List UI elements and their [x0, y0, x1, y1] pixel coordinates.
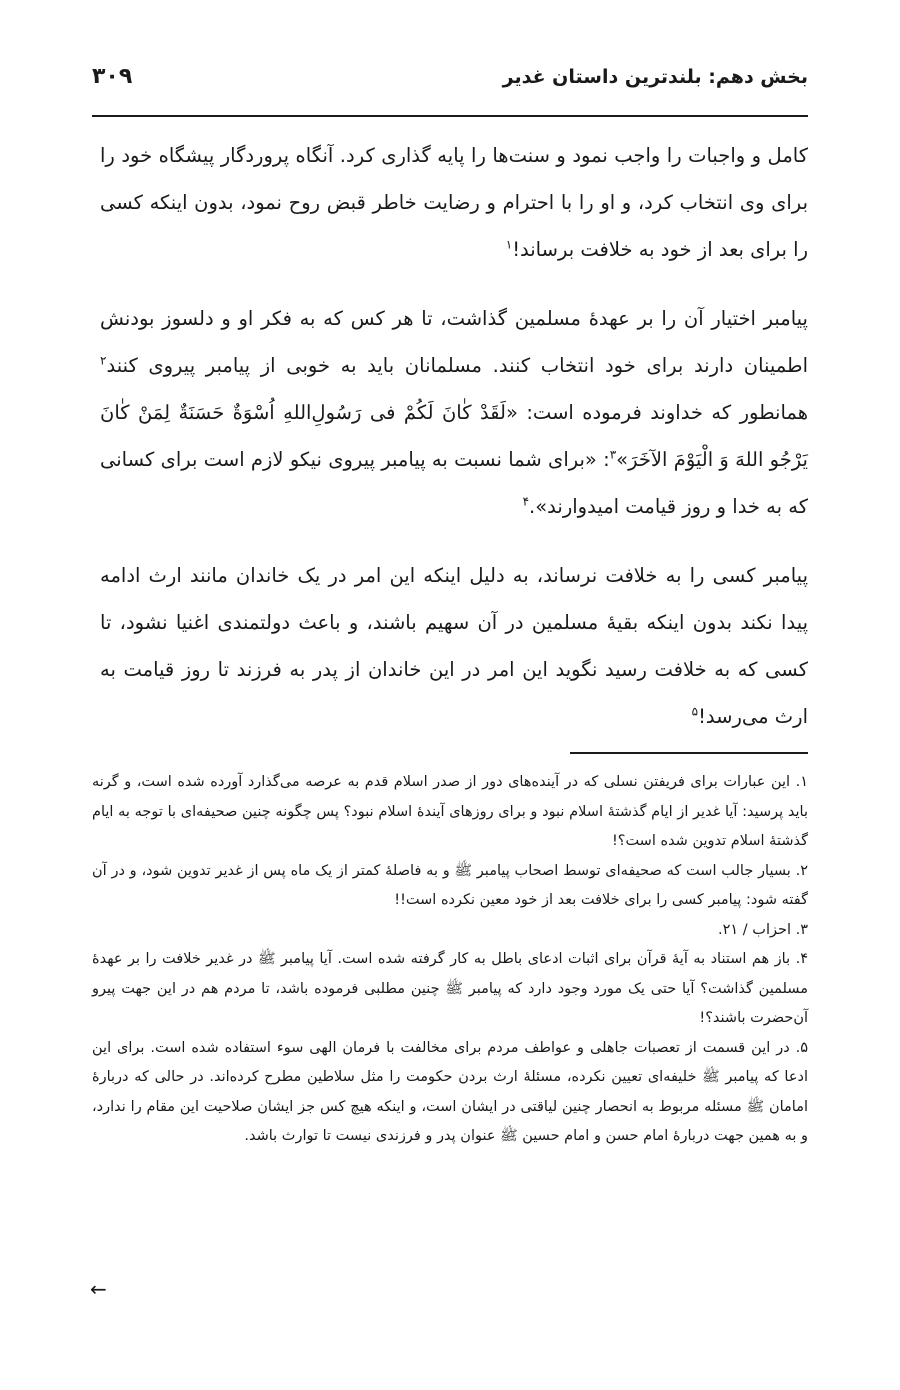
footnote-ref-3[interactable]: ۳ [609, 447, 617, 462]
footnote-item: ۵. در این قسمت از تعصبات جاهلی و عواطف مردم برای مخالفت با فرمان الهی سوء استفاده شده است. برای این ادعا که پیامبر ﷺ خلیفه‌ای تعیین نکرده، مسئلهٔ ارث بردن حکومت را مثل سلاطین مطرح کرده‌اند. در حالی که دربارهٔ امامان ﷺ مسئله مربوط به انحصار چنین لیاقتی در ایشان است، و اینکه هیچ کس جز ایشان صلاحیت این مقام را ندارد، و به همین جهت دربارهٔ امام حسن و امام حسین ﷺ عنوان پدر و فرزندی نیست تا توارث باشد. [92, 1039, 808, 1144]
main-text [100, 132, 808, 762]
footnote-ref-5[interactable]: ۵ [691, 704, 699, 719]
footnote-ref-2[interactable]: ۲ [100, 353, 107, 368]
chapter-title: بخش دهم: بلندترین داستان غدیر [502, 66, 808, 88]
continue-arrow-icon: ← [90, 1277, 107, 1301]
footnote-item: ۱. این عبارات برای فریفتن نسلی که در آینده‌های دور از صدر اسلام قدم به عرصه می‌گذارد آورده شده است، و گرنه باید پرسید: آیا غدیر از ایام گذشتهٔ اسلام نبود و برای روزهای آیندهٔ اسلام نبود؟ پس چگونه چنین صحیفه‌ای با توجه به ایام گذشتهٔ اسلام تدوین شده است؟! [92, 774, 809, 849]
quran-verse: لَقَدْ كٰانَ لَكُمْ فى رَسُولِ‌اللهِ اُسْوَةٌ حَسَنَةٌ لِمَنْ كٰانَ يَرْجُو اللهَ وَ الْيَوْمَ الآخَرَ [100, 401, 808, 471]
footnote-item: ۴. باز هم استناد به آیهٔ قرآن برای اثبات ادعای باطل به کار گرفته شده است. آیا پیامبر ﷺ در غدیر خلافت را بر عهدهٔ مسلمین گذاشت؟ آیا حتی یک مورد وجود دارد که پیامبر ﷺ چنین مطلبی فرموده باشد، تا مردم هم در این جهت پیرو آن‌حضرت باشند؟! [92, 951, 809, 1026]
footnote-ref-1[interactable]: ۱ [505, 237, 513, 252]
paragraph-1: کامل و واجبات را واجب نمود و سنت‌ها را پایه گذاری کرد. آنگاه پروردگار پیشگاه خود را برای وی انتخاب کرد، و او را با احترام و رضایت خاطر قبض روح نمود، بدون اینکه کسی را برای بعد از خود به خلافت برساند!$^۱$ [100, 144, 808, 261]
paragraph-3: پیامبر کسی را به خلافت نرساند، به دلیل اینکه این امر در یک خاندان مانند ارث ادامه پیدا نکند بدون اینکه بقیهٔ مسلمین در آن سهیم باشند، و باعث دولتمندی اغنیا نشود، تا کسی که به خلافت رسید نگوید این امر در این خاندان از پدر به فرزند تا روز قیامت به ارث می‌رسد!$^۵$ [100, 564, 808, 728]
footnote-ref-4[interactable]: ۴ [522, 494, 530, 509]
page-number: ۳۰۹ [92, 64, 133, 89]
footnote-divider [570, 752, 808, 754]
footnote-item: ۲. بسیار جالب است که صحیفه‌ای توسط اصحاب پیامبر ﷺ و به فاصلهٔ کمتر از یک ماه پس از غدیر تدوین شود، و در آن گفته شود: پیامبر کسی را برای خلافت بعد از خود معین نکرده است!! [92, 862, 809, 908]
paragraph-2: پیامبر اختیار آن را بر عهدهٔ مسلمین گذاشت، تا هر کس که به فکر او و دلسوز بودنش اطمینان دارند برای خود انتخاب کنند. مسلمانان باید به خوبی از پیامبر پیروی کنند$^۲$ همانطور که خداوند فرموده است: «لَقَدْ كٰانَ لَكُمْ فى رَسُولِ‌اللهِ اُسْوَةٌ حَسَنَةٌ لِمَنْ كٰانَ يَرْجُو اللهَ وَ الْيَوْمَ الآخَرَ»$^۳$: «برای شما نسبت به پیامبر پیروی نیکو لازم است برای کسانی که به خدا و روز قیامت امیدوارند».$^۴$ [100, 307, 808, 518]
header-divider [92, 115, 808, 117]
running-header [92, 64, 808, 104]
footnotes [92, 768, 808, 1152]
footnote-item: ۳. احزاب / ۲۱. [718, 921, 808, 938]
